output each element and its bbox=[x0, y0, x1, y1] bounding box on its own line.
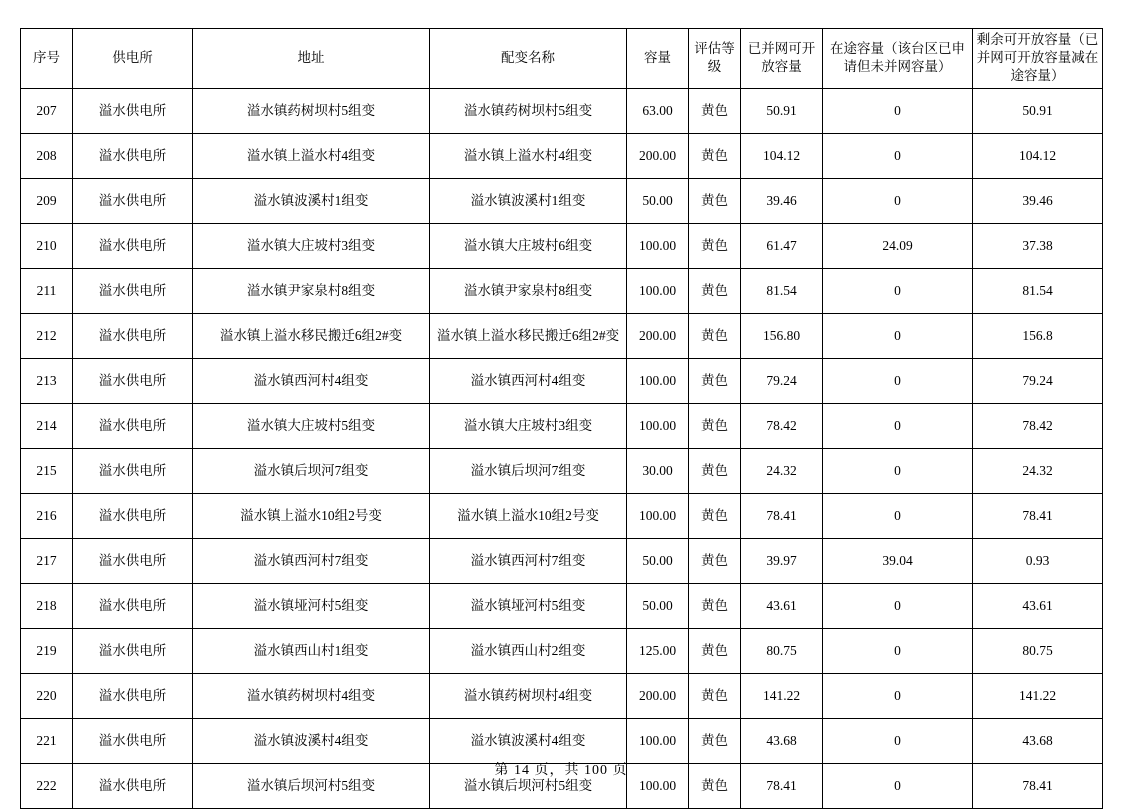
cell-address: 溢水镇波溪村4组变 bbox=[193, 718, 430, 763]
cell-capacity: 50.00 bbox=[627, 538, 689, 583]
cell-address: 溢水镇西山村1组变 bbox=[193, 628, 430, 673]
capacity-table bbox=[20, 28, 1103, 809]
cell-seq: 207 bbox=[21, 88, 73, 133]
cell-remaining-capacity: 78.41 bbox=[973, 763, 1103, 808]
cell-name: 溢水镇后坝河村5组变 bbox=[430, 763, 627, 808]
cell-name: 溢水镇波溪村4组变 bbox=[430, 718, 627, 763]
cell-level: 黄色 bbox=[689, 673, 741, 718]
cell-open-capacity: 24.32 bbox=[741, 448, 823, 493]
cell-transit-capacity: 0 bbox=[823, 628, 973, 673]
cell-capacity: 100.00 bbox=[627, 223, 689, 268]
table-row bbox=[21, 628, 1103, 673]
cell-address: 溢水镇尹家泉村8组变 bbox=[193, 268, 430, 313]
cell-level: 黄色 bbox=[689, 88, 741, 133]
cell-capacity: 200.00 bbox=[627, 673, 689, 718]
cell-name: 溢水镇波溪村1组变 bbox=[430, 178, 627, 223]
cell-level: 黄色 bbox=[689, 628, 741, 673]
cell-name: 溢水镇上溢水村4组变 bbox=[430, 133, 627, 178]
column-header-transit-capacity: 在途容量（该台区已申请但未并网容量） bbox=[823, 29, 973, 89]
cell-address: 溢水镇药树坝村5组变 bbox=[193, 88, 430, 133]
table-header-row bbox=[21, 29, 1103, 89]
cell-seq: 210 bbox=[21, 223, 73, 268]
cell-office: 溢水供电所 bbox=[73, 313, 193, 358]
cell-transit-capacity: 0 bbox=[823, 178, 973, 223]
cell-address: 溢水镇上溢水移民搬迁6组2#变 bbox=[193, 313, 430, 358]
cell-remaining-capacity: 39.46 bbox=[973, 178, 1103, 223]
column-header-office: 供电所 bbox=[73, 29, 193, 89]
cell-level: 黄色 bbox=[689, 223, 741, 268]
table-row bbox=[21, 718, 1103, 763]
cell-capacity: 50.00 bbox=[627, 178, 689, 223]
cell-address: 溢水镇上溢水10组2号变 bbox=[193, 493, 430, 538]
table-row bbox=[21, 403, 1103, 448]
cell-address: 溢水镇西河村7组变 bbox=[193, 538, 430, 583]
cell-level: 黄色 bbox=[689, 718, 741, 763]
table-row bbox=[21, 583, 1103, 628]
cell-office: 溢水供电所 bbox=[73, 583, 193, 628]
cell-level: 黄色 bbox=[689, 133, 741, 178]
cell-name: 溢水镇药树坝村5组变 bbox=[430, 88, 627, 133]
cell-office: 溢水供电所 bbox=[73, 178, 193, 223]
cell-address: 溢水镇上溢水村4组变 bbox=[193, 133, 430, 178]
cell-remaining-capacity: 0.93 bbox=[973, 538, 1103, 583]
table-row bbox=[21, 223, 1103, 268]
cell-capacity: 63.00 bbox=[627, 88, 689, 133]
cell-transit-capacity: 0 bbox=[823, 403, 973, 448]
cell-name: 溢水镇西河村4组变 bbox=[430, 358, 627, 403]
cell-transit-capacity: 0 bbox=[823, 673, 973, 718]
cell-remaining-capacity: 79.24 bbox=[973, 358, 1103, 403]
cell-name: 溢水镇西山村2组变 bbox=[430, 628, 627, 673]
cell-open-capacity: 39.46 bbox=[741, 178, 823, 223]
cell-capacity: 100.00 bbox=[627, 268, 689, 313]
cell-seq: 220 bbox=[21, 673, 73, 718]
cell-capacity: 100.00 bbox=[627, 718, 689, 763]
cell-seq: 214 bbox=[21, 403, 73, 448]
cell-open-capacity: 43.61 bbox=[741, 583, 823, 628]
cell-remaining-capacity: 78.42 bbox=[973, 403, 1103, 448]
cell-office: 溢水供电所 bbox=[73, 403, 193, 448]
cell-address: 溢水镇大庄坡村3组变 bbox=[193, 223, 430, 268]
cell-seq: 216 bbox=[21, 493, 73, 538]
cell-seq: 208 bbox=[21, 133, 73, 178]
cell-transit-capacity: 0 bbox=[823, 583, 973, 628]
cell-open-capacity: 39.97 bbox=[741, 538, 823, 583]
cell-address: 溢水镇后坝河村5组变 bbox=[193, 763, 430, 808]
cell-transit-capacity: 0 bbox=[823, 763, 973, 808]
cell-seq: 209 bbox=[21, 178, 73, 223]
cell-level: 黄色 bbox=[689, 583, 741, 628]
cell-open-capacity: 79.24 bbox=[741, 358, 823, 403]
cell-remaining-capacity: 43.68 bbox=[973, 718, 1103, 763]
cell-open-capacity: 78.41 bbox=[741, 493, 823, 538]
cell-remaining-capacity: 37.38 bbox=[973, 223, 1103, 268]
table-body bbox=[21, 88, 1103, 808]
cell-level: 黄色 bbox=[689, 403, 741, 448]
column-header-level: 评估等级 bbox=[689, 29, 741, 89]
cell-level: 黄色 bbox=[689, 538, 741, 583]
cell-seq: 222 bbox=[21, 763, 73, 808]
cell-capacity: 100.00 bbox=[627, 763, 689, 808]
table-row bbox=[21, 133, 1103, 178]
cell-remaining-capacity: 50.91 bbox=[973, 88, 1103, 133]
cell-office: 溢水供电所 bbox=[73, 763, 193, 808]
cell-remaining-capacity: 24.32 bbox=[973, 448, 1103, 493]
cell-remaining-capacity: 81.54 bbox=[973, 268, 1103, 313]
column-header-capacity: 容量 bbox=[627, 29, 689, 89]
cell-remaining-capacity: 141.22 bbox=[973, 673, 1103, 718]
cell-transit-capacity: 0 bbox=[823, 133, 973, 178]
table-row bbox=[21, 88, 1103, 133]
table-row bbox=[21, 313, 1103, 358]
page-footer: 第 14 页，共 100 页 bbox=[494, 763, 628, 778]
cell-capacity: 100.00 bbox=[627, 493, 689, 538]
cell-office: 溢水供电所 bbox=[73, 448, 193, 493]
cell-address: 溢水镇西河村4组变 bbox=[193, 358, 430, 403]
cell-level: 黄色 bbox=[689, 763, 741, 808]
cell-level: 黄色 bbox=[689, 268, 741, 313]
cell-level: 黄色 bbox=[689, 178, 741, 223]
cell-capacity: 200.00 bbox=[627, 133, 689, 178]
cell-name: 溢水镇尹家泉村8组变 bbox=[430, 268, 627, 313]
table-row bbox=[21, 538, 1103, 583]
cell-open-capacity: 104.12 bbox=[741, 133, 823, 178]
cell-name: 溢水镇上溢水移民搬迁6组2#变 bbox=[430, 313, 627, 358]
cell-transit-capacity: 39.04 bbox=[823, 538, 973, 583]
cell-seq: 212 bbox=[21, 313, 73, 358]
cell-address: 溢水镇药树坝村4组变 bbox=[193, 673, 430, 718]
cell-transit-capacity: 24.09 bbox=[823, 223, 973, 268]
cell-seq: 215 bbox=[21, 448, 73, 493]
cell-office: 溢水供电所 bbox=[73, 538, 193, 583]
cell-open-capacity: 43.68 bbox=[741, 718, 823, 763]
cell-seq: 221 bbox=[21, 718, 73, 763]
cell-transit-capacity: 0 bbox=[823, 493, 973, 538]
cell-open-capacity: 80.75 bbox=[741, 628, 823, 673]
cell-seq: 213 bbox=[21, 358, 73, 403]
cell-open-capacity: 81.54 bbox=[741, 268, 823, 313]
cell-name: 溢水镇垭河村5组变 bbox=[430, 583, 627, 628]
cell-address: 溢水镇后坝河7组变 bbox=[193, 448, 430, 493]
cell-open-capacity: 156.80 bbox=[741, 313, 823, 358]
cell-capacity: 125.00 bbox=[627, 628, 689, 673]
cell-office: 溢水供电所 bbox=[73, 268, 193, 313]
cell-level: 黄色 bbox=[689, 358, 741, 403]
column-header-name: 配变名称 bbox=[430, 29, 627, 89]
cell-office: 溢水供电所 bbox=[73, 358, 193, 403]
cell-office: 溢水供电所 bbox=[73, 628, 193, 673]
cell-remaining-capacity: 78.41 bbox=[973, 493, 1103, 538]
cell-open-capacity: 78.41 bbox=[741, 763, 823, 808]
cell-name: 溢水镇上溢水10组2号变 bbox=[430, 493, 627, 538]
cell-office: 溢水供电所 bbox=[73, 223, 193, 268]
column-header-address: 地址 bbox=[193, 29, 430, 89]
cell-seq: 211 bbox=[21, 268, 73, 313]
cell-office: 溢水供电所 bbox=[73, 493, 193, 538]
cell-office: 溢水供电所 bbox=[73, 133, 193, 178]
cell-level: 黄色 bbox=[689, 313, 741, 358]
cell-open-capacity: 61.47 bbox=[741, 223, 823, 268]
cell-name: 溢水镇药树坝村4组变 bbox=[430, 673, 627, 718]
cell-address: 溢水镇大庄坡村5组变 bbox=[193, 403, 430, 448]
table-row bbox=[21, 493, 1103, 538]
cell-open-capacity: 141.22 bbox=[741, 673, 823, 718]
table-row bbox=[21, 358, 1103, 403]
cell-capacity: 50.00 bbox=[627, 583, 689, 628]
column-header-seq: 序号 bbox=[21, 29, 73, 89]
table-row bbox=[21, 178, 1103, 223]
cell-name: 溢水镇大庄坡村3组变 bbox=[430, 403, 627, 448]
cell-transit-capacity: 0 bbox=[823, 88, 973, 133]
table-row bbox=[21, 673, 1103, 718]
cell-seq: 218 bbox=[21, 583, 73, 628]
table-header bbox=[21, 29, 1103, 89]
cell-office: 溢水供电所 bbox=[73, 673, 193, 718]
table-row bbox=[21, 448, 1103, 493]
cell-office: 溢水供电所 bbox=[73, 718, 193, 763]
cell-remaining-capacity: 156.8 bbox=[973, 313, 1103, 358]
cell-capacity: 100.00 bbox=[627, 358, 689, 403]
cell-capacity: 30.00 bbox=[627, 448, 689, 493]
cell-remaining-capacity: 104.12 bbox=[973, 133, 1103, 178]
column-header-remaining-capacity: 剩余可开放容量（已并网可开放容量减在途容量） bbox=[973, 29, 1103, 89]
cell-seq: 219 bbox=[21, 628, 73, 673]
cell-capacity: 200.00 bbox=[627, 313, 689, 358]
cell-remaining-capacity: 80.75 bbox=[973, 628, 1103, 673]
column-header-open-capacity: 已并网可开放容量 bbox=[741, 29, 823, 89]
cell-seq: 217 bbox=[21, 538, 73, 583]
cell-name: 溢水镇后坝河7组变 bbox=[430, 448, 627, 493]
cell-transit-capacity: 0 bbox=[823, 268, 973, 313]
cell-capacity: 100.00 bbox=[627, 403, 689, 448]
cell-transit-capacity: 0 bbox=[823, 358, 973, 403]
cell-open-capacity: 78.42 bbox=[741, 403, 823, 448]
cell-transit-capacity: 0 bbox=[823, 448, 973, 493]
cell-address: 溢水镇波溪村1组变 bbox=[193, 178, 430, 223]
cell-transit-capacity: 0 bbox=[823, 313, 973, 358]
cell-level: 黄色 bbox=[689, 493, 741, 538]
cell-address: 溢水镇垭河村5组变 bbox=[193, 583, 430, 628]
cell-transit-capacity: 0 bbox=[823, 718, 973, 763]
cell-open-capacity: 50.91 bbox=[741, 88, 823, 133]
cell-office: 溢水供电所 bbox=[73, 88, 193, 133]
cell-remaining-capacity: 43.61 bbox=[973, 583, 1103, 628]
table-row bbox=[21, 268, 1103, 313]
cell-level: 黄色 bbox=[689, 448, 741, 493]
cell-name: 溢水镇西河村7组变 bbox=[430, 538, 627, 583]
cell-name: 溢水镇大庄坡村6组变 bbox=[430, 223, 627, 268]
